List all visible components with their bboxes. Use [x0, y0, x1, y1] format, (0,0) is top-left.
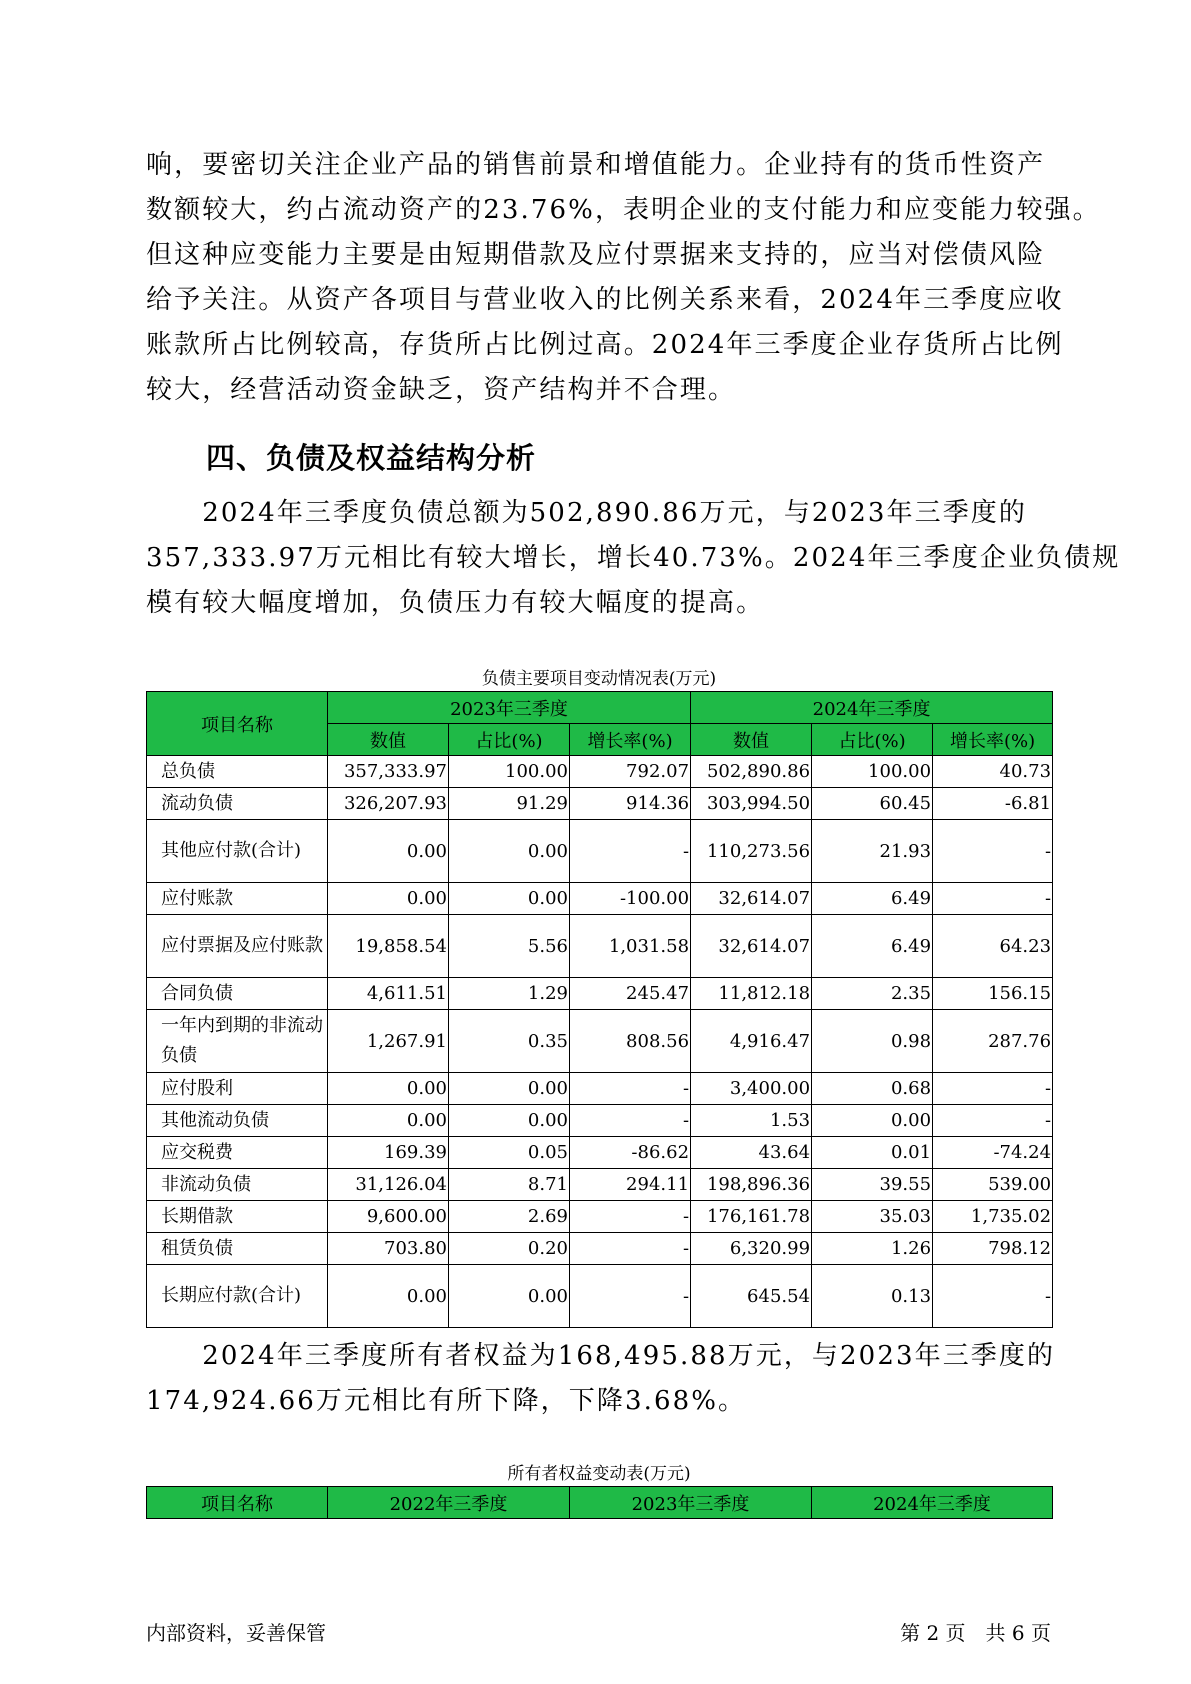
- cell-value: 110,273.56: [691, 820, 812, 883]
- table-row: [147, 788, 1053, 820]
- cell-value: -: [933, 1265, 1053, 1328]
- cell-value: 0.98: [812, 1010, 933, 1073]
- cell-value: -: [570, 820, 691, 883]
- cell-value: 0.00: [328, 820, 449, 883]
- cell-value: 1,267.91: [328, 1010, 449, 1073]
- table-row: [147, 1201, 1053, 1233]
- row-label: 租赁负债: [147, 1233, 328, 1265]
- cell-value: 4,611.51: [328, 978, 449, 1010]
- cell-value: 5.56: [449, 915, 570, 978]
- table-row: [147, 1105, 1053, 1137]
- cell-value: 245.47: [570, 978, 691, 1010]
- row-label: 应付账款: [147, 883, 328, 915]
- cell-value: 32,614.07: [691, 915, 812, 978]
- cell-value: 357,333.97: [328, 756, 449, 788]
- text-line: 174,924.66万元相比有所下降，下降3.68%。: [146, 1386, 747, 1416]
- cell-value: 60.45: [812, 788, 933, 820]
- table-row: [147, 820, 1053, 883]
- cell-value: 4,916.47: [691, 1010, 812, 1073]
- cell-value: -: [933, 1105, 1053, 1137]
- cell-value: 914.36: [570, 788, 691, 820]
- text-line: 357,333.97万元相比有较大增长，增长40.73%。2024年三季度企业负债规: [146, 543, 1121, 573]
- text-line: 账款所占比例较高，存货所占比例过高。2024年三季度企业存货所占比例: [146, 330, 1064, 360]
- header-value: 数值: [691, 724, 812, 756]
- cell-value: 792.07: [570, 756, 691, 788]
- text-line: 给予关注。从资产各项目与营业收入的比例关系来看，2024年三季度应收: [146, 285, 1064, 315]
- cell-value: 303,994.50: [691, 788, 812, 820]
- row-label: 应付票据及应付账款: [147, 915, 328, 978]
- cell-value: -: [933, 1073, 1053, 1105]
- cell-value: 64.23: [933, 915, 1053, 978]
- cell-value: 0.00: [449, 1265, 570, 1328]
- footer-page-number: 第 2 页 共 6 页: [900, 1621, 1051, 1645]
- cell-value: 0.00: [328, 1073, 449, 1105]
- cell-value: 100.00: [812, 756, 933, 788]
- cell-value: 326,207.93: [328, 788, 449, 820]
- cell-value: 1.53: [691, 1105, 812, 1137]
- text-line: 2024年三季度负债总额为502,890.86万元，与2023年三季度的: [146, 498, 1028, 528]
- row-label: 一年内到期的非流动负债: [147, 1010, 328, 1073]
- cell-value: 0.00: [449, 883, 570, 915]
- cell-value: 0.00: [328, 1265, 449, 1328]
- row-label: 应付股利: [147, 1073, 328, 1105]
- cell-value: 502,890.86: [691, 756, 812, 788]
- cell-value: 3,400.00: [691, 1073, 812, 1105]
- cell-value: -86.62: [570, 1137, 691, 1169]
- table-row: [147, 1265, 1053, 1328]
- row-label: 其他应付款(合计): [147, 820, 328, 883]
- paragraph-asset-structure: [146, 143, 1101, 413]
- cell-value: 287.76: [933, 1010, 1053, 1073]
- section-heading: 四、负债及权益结构分析: [206, 441, 537, 475]
- table-caption-liabilities: 负债主要项目变动情况表(万元): [481, 669, 717, 689]
- table-row: [147, 978, 1053, 1010]
- row-label: 总负债: [147, 756, 328, 788]
- cell-value: 808.56: [570, 1010, 691, 1073]
- cell-value: 176,161.78: [691, 1201, 812, 1233]
- cell-value: 19,858.54: [328, 915, 449, 978]
- header-growth: 增长率(%): [933, 724, 1053, 756]
- header-share: 占比(%): [449, 724, 570, 756]
- cell-value: 0.00: [449, 1073, 570, 1105]
- header-value: 数值: [328, 724, 449, 756]
- cell-value: 0.68: [812, 1073, 933, 1105]
- table-row: [147, 1137, 1053, 1169]
- table-caption-equity: 所有者权益变动表(万元): [507, 1464, 691, 1484]
- cell-value: 11,812.18: [691, 978, 812, 1010]
- cell-value: -: [933, 883, 1053, 915]
- cell-value: 9,600.00: [328, 1201, 449, 1233]
- cell-value: -: [570, 1201, 691, 1233]
- table-row: [147, 915, 1053, 978]
- header-2024: 2024年三季度: [812, 1487, 1053, 1519]
- cell-value: 0.05: [449, 1137, 570, 1169]
- cell-value: 31,126.04: [328, 1169, 449, 1201]
- text-line: 2024年三季度所有者权益为168,495.88万元，与2023年三季度的: [146, 1341, 1056, 1371]
- cell-value: 6.49: [812, 883, 933, 915]
- cell-value: 539.00: [933, 1169, 1053, 1201]
- table-row: [147, 1169, 1053, 1201]
- cell-value: 798.12: [933, 1233, 1053, 1265]
- cell-value: 1,031.58: [570, 915, 691, 978]
- liabilities-table: [146, 691, 1053, 1328]
- cell-value: 2.69: [449, 1201, 570, 1233]
- cell-value: 100.00: [449, 756, 570, 788]
- cell-value: 0.00: [812, 1105, 933, 1137]
- cell-value: 39.55: [812, 1169, 933, 1201]
- table-row: [147, 756, 1053, 788]
- cell-value: 91.29: [449, 788, 570, 820]
- cell-value: -100.00: [570, 883, 691, 915]
- row-label: 长期应付款(合计): [147, 1265, 328, 1328]
- cell-value: 645.54: [691, 1265, 812, 1328]
- cell-value: 169.39: [328, 1137, 449, 1169]
- header-share: 占比(%): [812, 724, 933, 756]
- cell-value: 0.00: [328, 1105, 449, 1137]
- row-label: 合同负债: [147, 978, 328, 1010]
- paragraph-liabilities: [146, 491, 1121, 626]
- cell-value: 156.15: [933, 978, 1053, 1010]
- cell-value: -: [570, 1233, 691, 1265]
- footer-confidential: 内部资料，妥善保管: [146, 1621, 326, 1645]
- cell-value: 32,614.07: [691, 883, 812, 915]
- cell-value: 0.00: [449, 820, 570, 883]
- cell-value: 1.29: [449, 978, 570, 1010]
- cell-value: -74.24: [933, 1137, 1053, 1169]
- header-item-name: 项目名称: [147, 692, 328, 756]
- cell-value: 21.93: [812, 820, 933, 883]
- cell-value: 1,735.02: [933, 1201, 1053, 1233]
- header-item-name: 项目名称: [147, 1487, 328, 1519]
- cell-value: -: [570, 1265, 691, 1328]
- cell-value: 2.35: [812, 978, 933, 1010]
- cell-value: -6.81: [933, 788, 1053, 820]
- text-line: 较大，经营活动资金缺乏，资产结构并不合理。: [146, 375, 737, 405]
- cell-value: 0.00: [328, 883, 449, 915]
- cell-value: 6.49: [812, 915, 933, 978]
- header-2023: 2023年三季度: [570, 1487, 812, 1519]
- cell-value: 8.71: [449, 1169, 570, 1201]
- header-growth: 增长率(%): [570, 724, 691, 756]
- cell-value: 0.13: [812, 1265, 933, 1328]
- cell-value: 35.03: [812, 1201, 933, 1233]
- cell-value: 198,896.36: [691, 1169, 812, 1201]
- row-label: 其他流动负债: [147, 1105, 328, 1137]
- text-line: 数额较大，约占流动资产的23.76%，表明企业的支付能力和应变能力较强。: [146, 195, 1101, 225]
- cell-value: 0.35: [449, 1010, 570, 1073]
- row-label: 长期借款: [147, 1201, 328, 1233]
- cell-value: 43.64: [691, 1137, 812, 1169]
- cell-value: 0.00: [449, 1105, 570, 1137]
- cell-value: -: [933, 820, 1053, 883]
- equity-table: [146, 1486, 1053, 1519]
- paragraph-equity: [146, 1334, 1056, 1424]
- text-line: 响，要密切关注企业产品的销售前景和增值能力。企业持有的货币性资产: [146, 150, 1046, 180]
- table-row: [147, 1233, 1053, 1265]
- cell-value: -: [570, 1073, 691, 1105]
- row-label: 应交税费: [147, 1137, 328, 1169]
- cell-value: 0.01: [812, 1137, 933, 1169]
- cell-value: 1.26: [812, 1233, 933, 1265]
- table-row: [147, 1010, 1053, 1073]
- row-label: 流动负债: [147, 788, 328, 820]
- table-row: [147, 883, 1053, 915]
- cell-value: 0.20: [449, 1233, 570, 1265]
- header-2022: 2022年三季度: [328, 1487, 570, 1519]
- header-group-2024: 2024年三季度: [691, 692, 1053, 724]
- cell-value: -: [570, 1105, 691, 1137]
- cell-value: 40.73: [933, 756, 1053, 788]
- cell-value: 294.11: [570, 1169, 691, 1201]
- cell-value: 703.80: [328, 1233, 449, 1265]
- row-label: 非流动负债: [147, 1169, 328, 1201]
- cell-value: 6,320.99: [691, 1233, 812, 1265]
- table-row: [147, 1073, 1053, 1105]
- text-line: 但这种应变能力主要是由短期借款及应付票据来支持的，应当对偿债风险: [146, 240, 1046, 270]
- text-line: 模有较大幅度增加，负债压力有较大幅度的提高。: [146, 588, 765, 618]
- header-group-2023: 2023年三季度: [328, 692, 691, 724]
